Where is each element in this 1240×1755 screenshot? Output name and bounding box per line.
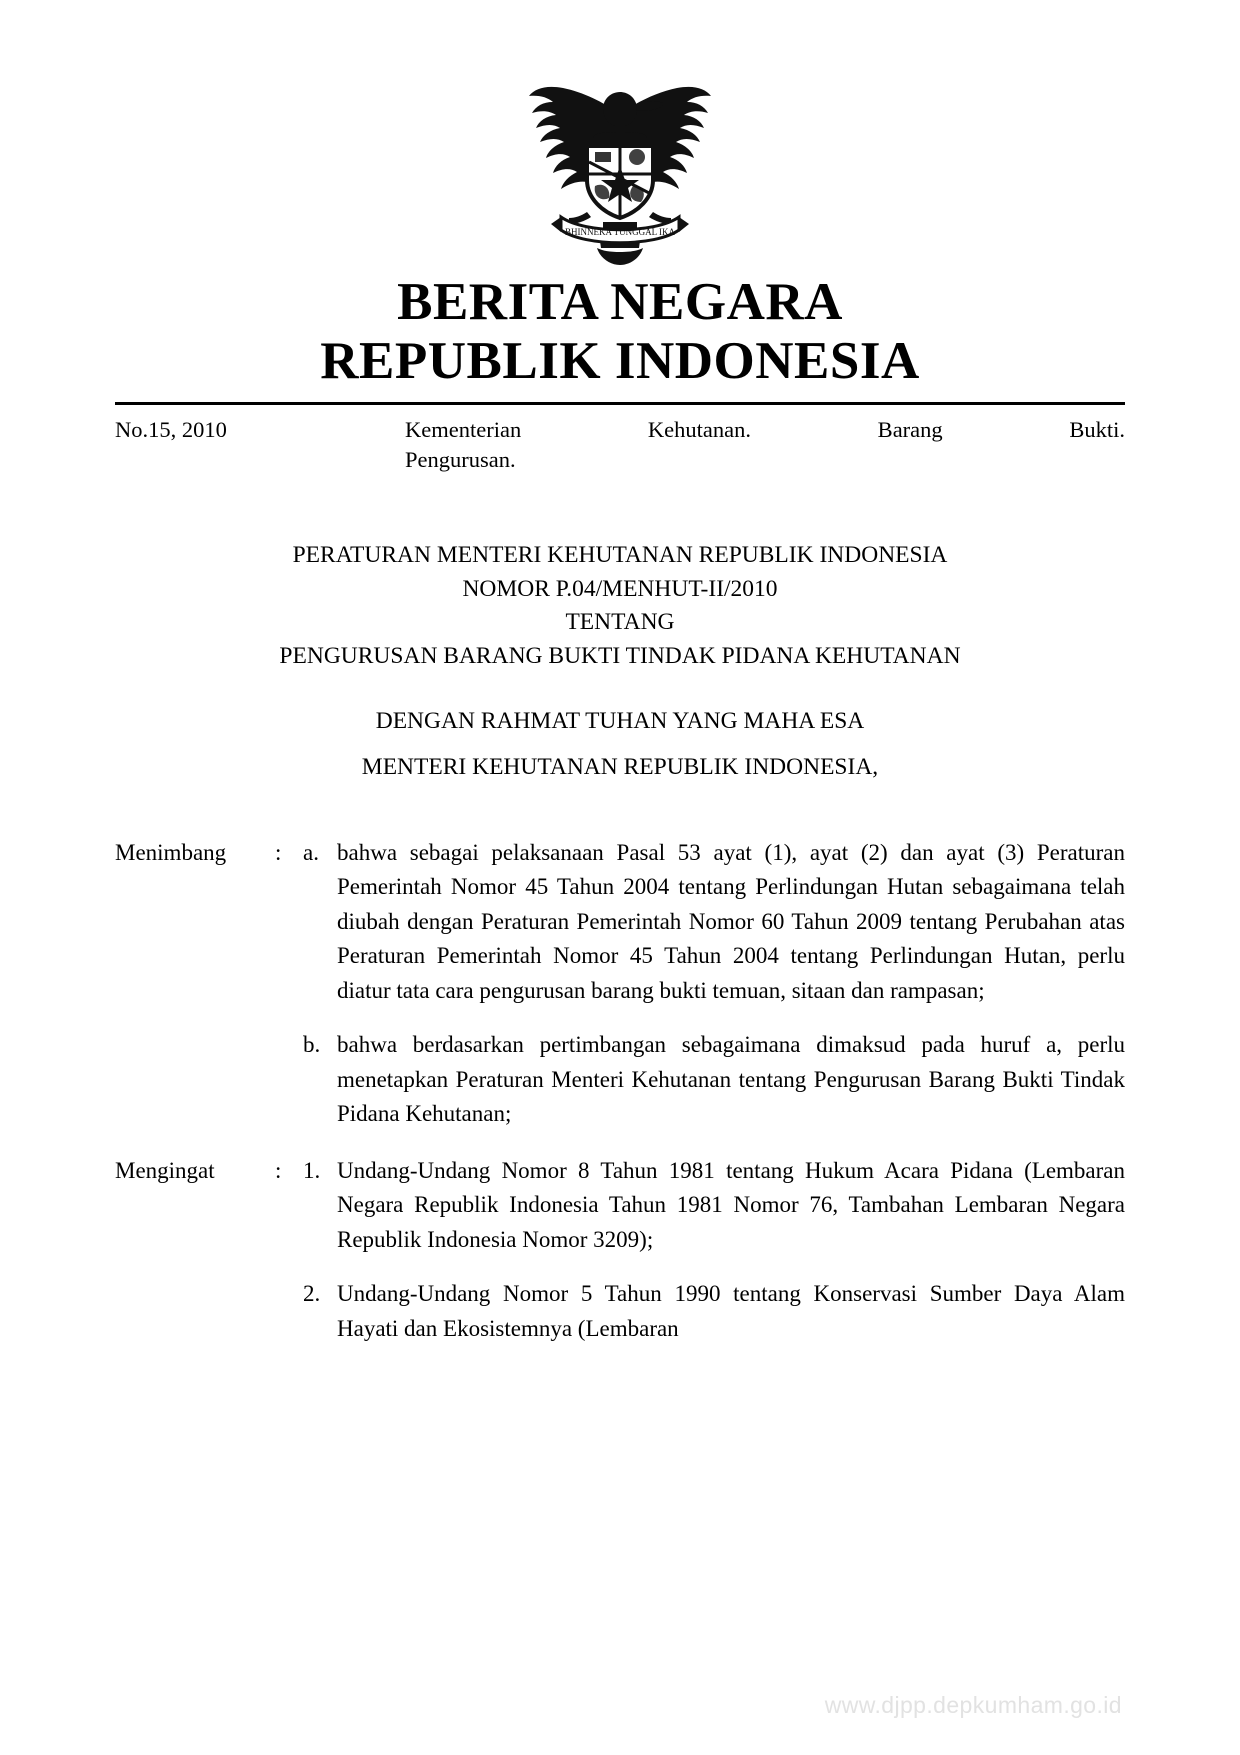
clause-colon: :	[275, 1157, 282, 1183]
oath-line-1: DENGAN RAHMAT TUHAN YANG MAHA ESA	[375, 707, 865, 734]
header-meta-row	[115, 415, 1125, 476]
oath-block	[115, 703, 1125, 786]
clause-colon: :	[275, 839, 282, 865]
clause-label: Menimbang	[115, 839, 227, 865]
regulation-title	[115, 539, 1125, 672]
oath-line-2: MENTERI KEHUTANAN REPUBLIK INDONESIA,	[361, 754, 879, 781]
masthead	[115, 273, 1125, 392]
item-marker: b.	[303, 1032, 321, 1058]
emblem-container	[115, 0, 1125, 267]
item-marker: 1.	[303, 1157, 321, 1183]
clause-label: Mengingat	[115, 1157, 215, 1183]
masthead-line-1: BERITA NEGARA	[397, 273, 843, 331]
item-text: bahwa berdasarkan pertimbangan sebagaimana dimaksud pada huruf a, perlu menetapkan Peraturan Menteri Kehutanan tentang Pengurusan Barang Bukti Tindak Pidana Kehutanan;	[337, 1032, 1125, 1127]
title-line-3: TENTANG	[565, 609, 675, 636]
masthead-divider	[115, 402, 1125, 405]
item-text: Undang-Undang Nomor 5 Tahun 1990 tentang Konservasi Sumber Daya Alam Hayati dan Ekosistemnya (Lembaran	[337, 1281, 1125, 1341]
item-marker: 2.	[303, 1281, 321, 1307]
clause-menimbang	[115, 836, 1125, 1132]
clause-item	[303, 836, 1125, 1009]
item-marker: a.	[303, 839, 319, 865]
item-text: Undang-Undang Nomor 8 Tahun 1981 tentang Hukum Acara Pidana (Lembaran Negara Republik Indonesia Tahun 1981 Nomor 76, Tambahan Lembaran Negara Republik Indonesia Nomor 3209);	[337, 1157, 1125, 1252]
title-line-1: PERATURAN MENTERI KEHUTANAN REPUBLIK INDONESIA	[292, 542, 948, 569]
clause-item	[303, 1028, 1125, 1132]
watermark: www.djpp.depkumham.go.id	[824, 1692, 1122, 1718]
clause-item	[303, 1277, 1125, 1346]
clause-body	[303, 1154, 1125, 1347]
gazette-subject-line-2: Pengurusan.	[405, 447, 516, 473]
svg-text:BHINNEKA TUNGGAL IKA: BHINNEKA TUNGGAL IKA	[565, 227, 675, 237]
clause-item	[303, 1154, 1125, 1258]
clause-body	[303, 836, 1125, 1132]
clause-mengingat	[115, 1154, 1125, 1347]
gazette-subject	[405, 415, 1125, 476]
garuda-pancasila-emblem	[525, 62, 715, 267]
title-line-2: NOMOR P.04/MENHUT-II/2010	[462, 575, 778, 602]
gazette-number: No.15, 2010	[115, 416, 227, 442]
gazette-subject-line-1: Kementerian Kehutanan. Barang Bukti.	[405, 416, 1125, 442]
clause-list	[115, 836, 1125, 1347]
item-text: bahwa sebagai pelaksanaan Pasal 53 ayat (1), ayat (2) dan ayat (3) Peraturan Pemerintah Nomor 45 Tahun 2004 tentang Perlindungan Hutan sebagaimana telah diubah dengan Peraturan Pemerintah Nomor 60 Tahun 2009 tentang Perubahan atas Peraturan Pemerintah Nomor 45 Tahun 2004 tentang Perlindungan Hutan, perlu diatur tata cara pengurusan barang bukti temuan, sitaan dan rampasan;	[337, 839, 1125, 1003]
masthead-line-2: REPUBLIK INDONESIA	[320, 332, 920, 391]
title-line-4: PENGURUSAN BARANG BUKTI TINDAK PIDANA KEHUTANAN	[279, 642, 961, 669]
